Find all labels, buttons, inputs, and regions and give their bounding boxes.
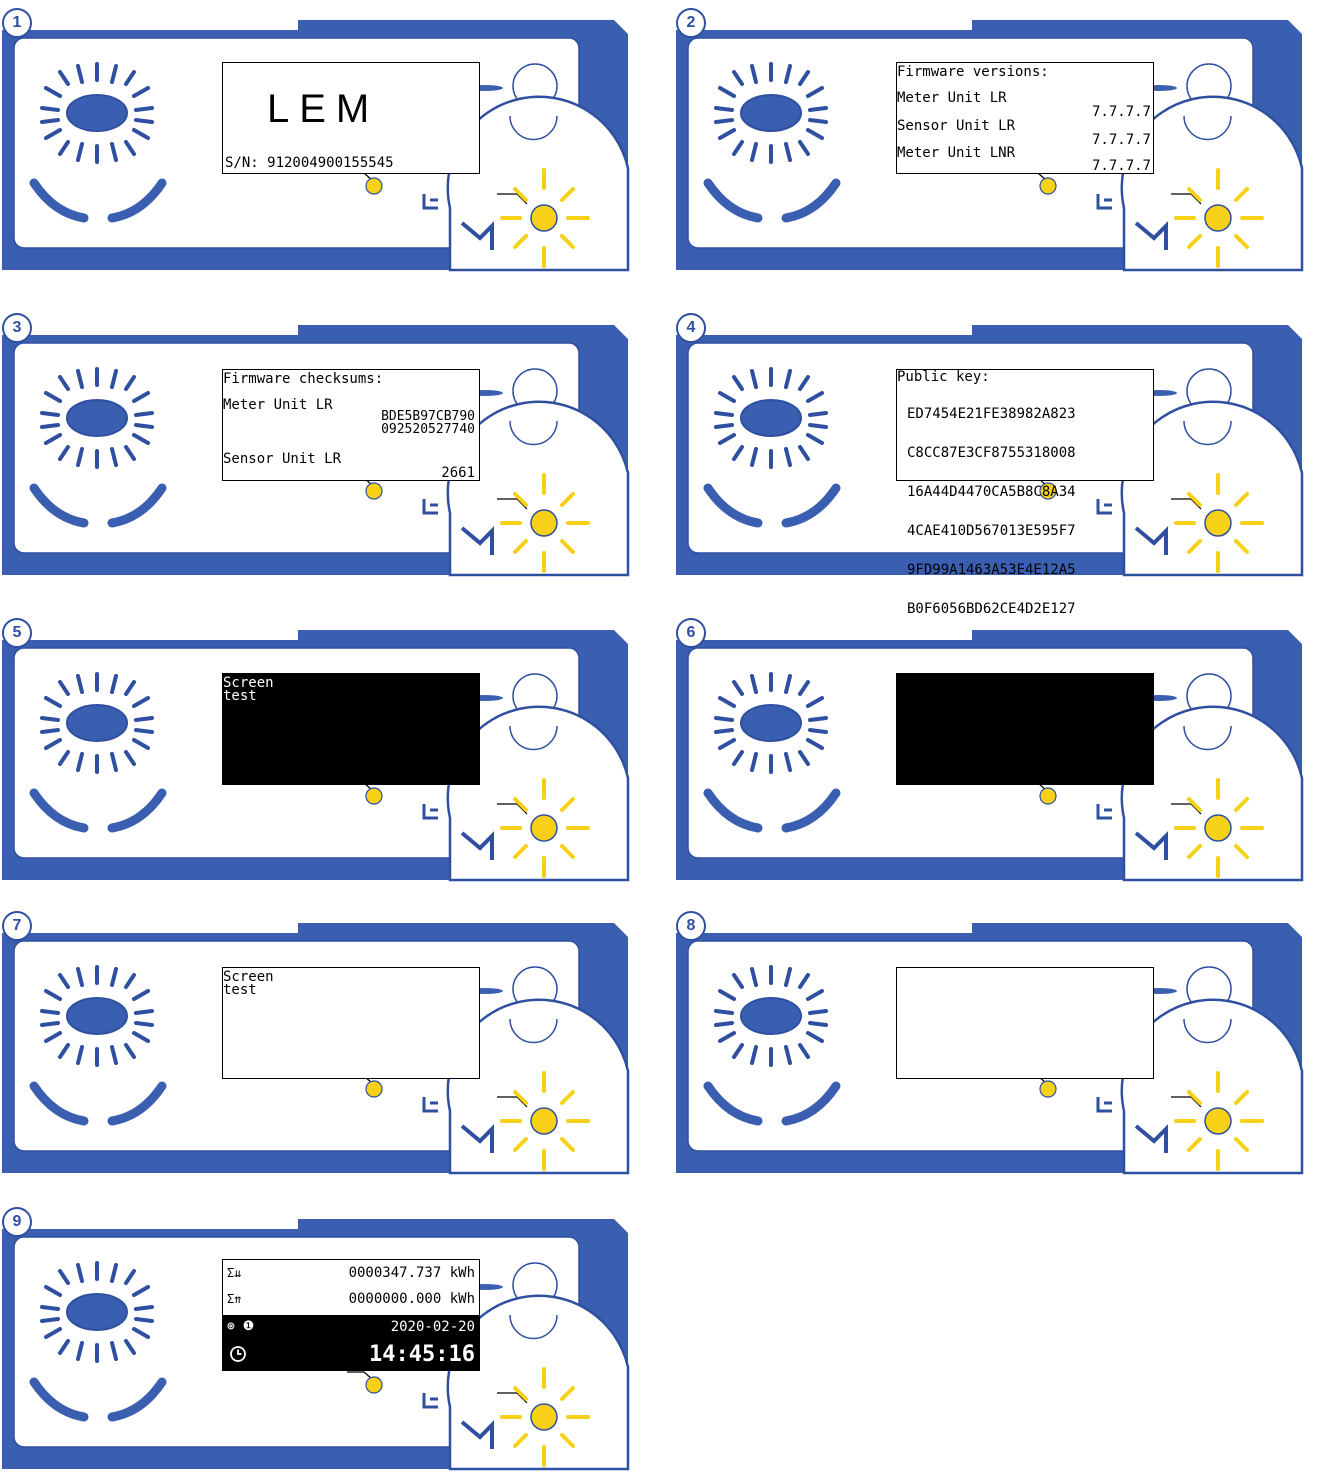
step-badge: 1 [2,8,32,38]
screen-text: Screen [223,969,274,985]
panel-3 [2,313,628,583]
display-screen [896,369,1154,617]
display-screen [222,673,480,785]
display-screen [222,967,480,1079]
clock-icon [229,1345,247,1363]
panel-7 [2,911,628,1181]
panel-1 [2,8,628,278]
checksum-value: BDE5B97CB790 [381,409,475,424]
display-screen [222,62,480,174]
key-line: C8CC87E3CF8755318008 [907,445,1076,461]
time-value: 14:45:16 [369,1342,475,1367]
step-badge: 4 [676,313,706,343]
step-badge: 6 [676,618,706,648]
panel-8 [676,911,1302,1181]
import-energy-row [223,1260,479,1286]
step-badge: 9 [2,1207,32,1237]
datetime-block [223,1315,479,1371]
fw-label: Meter Unit LR [897,90,1007,106]
key-line: 9FD99A1463A53E4E12A5 [907,562,1076,578]
step-badge: 3 [2,313,32,343]
import-energy-value: 0000347.737 kWh [348,1265,475,1281]
step-badge: 5 [2,618,32,648]
key-line: B0F6056BD62CE4D2E127 [907,601,1076,617]
status-icons: ⊛ ❶ [227,1319,255,1334]
step-badge: 7 [2,911,32,941]
key-line: 4CAE410D567013E595F7 [907,523,1076,539]
screen-text: test [223,688,257,704]
date-value: 2020-02-20 [390,1319,475,1335]
import-energy-icon: Σ⇊ [227,1266,242,1280]
export-energy-row [223,1286,479,1312]
display-screen [222,369,480,481]
display-screen [222,1259,480,1371]
display-screen [896,62,1154,174]
step-badge: 2 [676,8,706,38]
checksum-label: Sensor Unit LR [223,451,342,467]
checksum-value: 2661 [441,465,475,481]
lem-logo: LEM [267,87,380,131]
screen-title: Firmware versions: [897,64,1049,80]
display-screen [896,967,1154,1079]
panel-4 [676,313,1302,617]
display-screen [896,673,1154,785]
panel-9 [2,1207,628,1477]
panel-5 [2,618,628,888]
fw-value: 7.7.7.7 [1091,132,1151,148]
fw-label: Meter Unit LNR [897,145,1016,161]
key-line: 16A44D4470CA5B8C8A34 [907,484,1076,500]
key-line: ED7454E21FE38982A823 [907,406,1076,422]
screen-title: Public key: [897,369,990,385]
screen-text: test [223,982,257,998]
panel-6 [676,618,1302,888]
screen-text: Screen [223,675,274,691]
checksum-label: Meter Unit LR [223,397,333,413]
step-badge: 8 [676,911,706,941]
fw-value: 7.7.7.7 [1091,104,1151,120]
export-energy-value: 0000000.000 kWh [348,1291,475,1307]
fw-label: Sensor Unit LR [897,118,1016,134]
screen-title: Firmware checksums: [223,371,384,387]
fw-value: 7.7.7.7 [1091,158,1151,174]
export-energy-icon: Σ⇈ [227,1292,242,1306]
checksum-value: 092520527740 [381,422,475,437]
serial-number: S/N: 912004900155545 [225,155,394,171]
panel-2 [676,8,1302,278]
